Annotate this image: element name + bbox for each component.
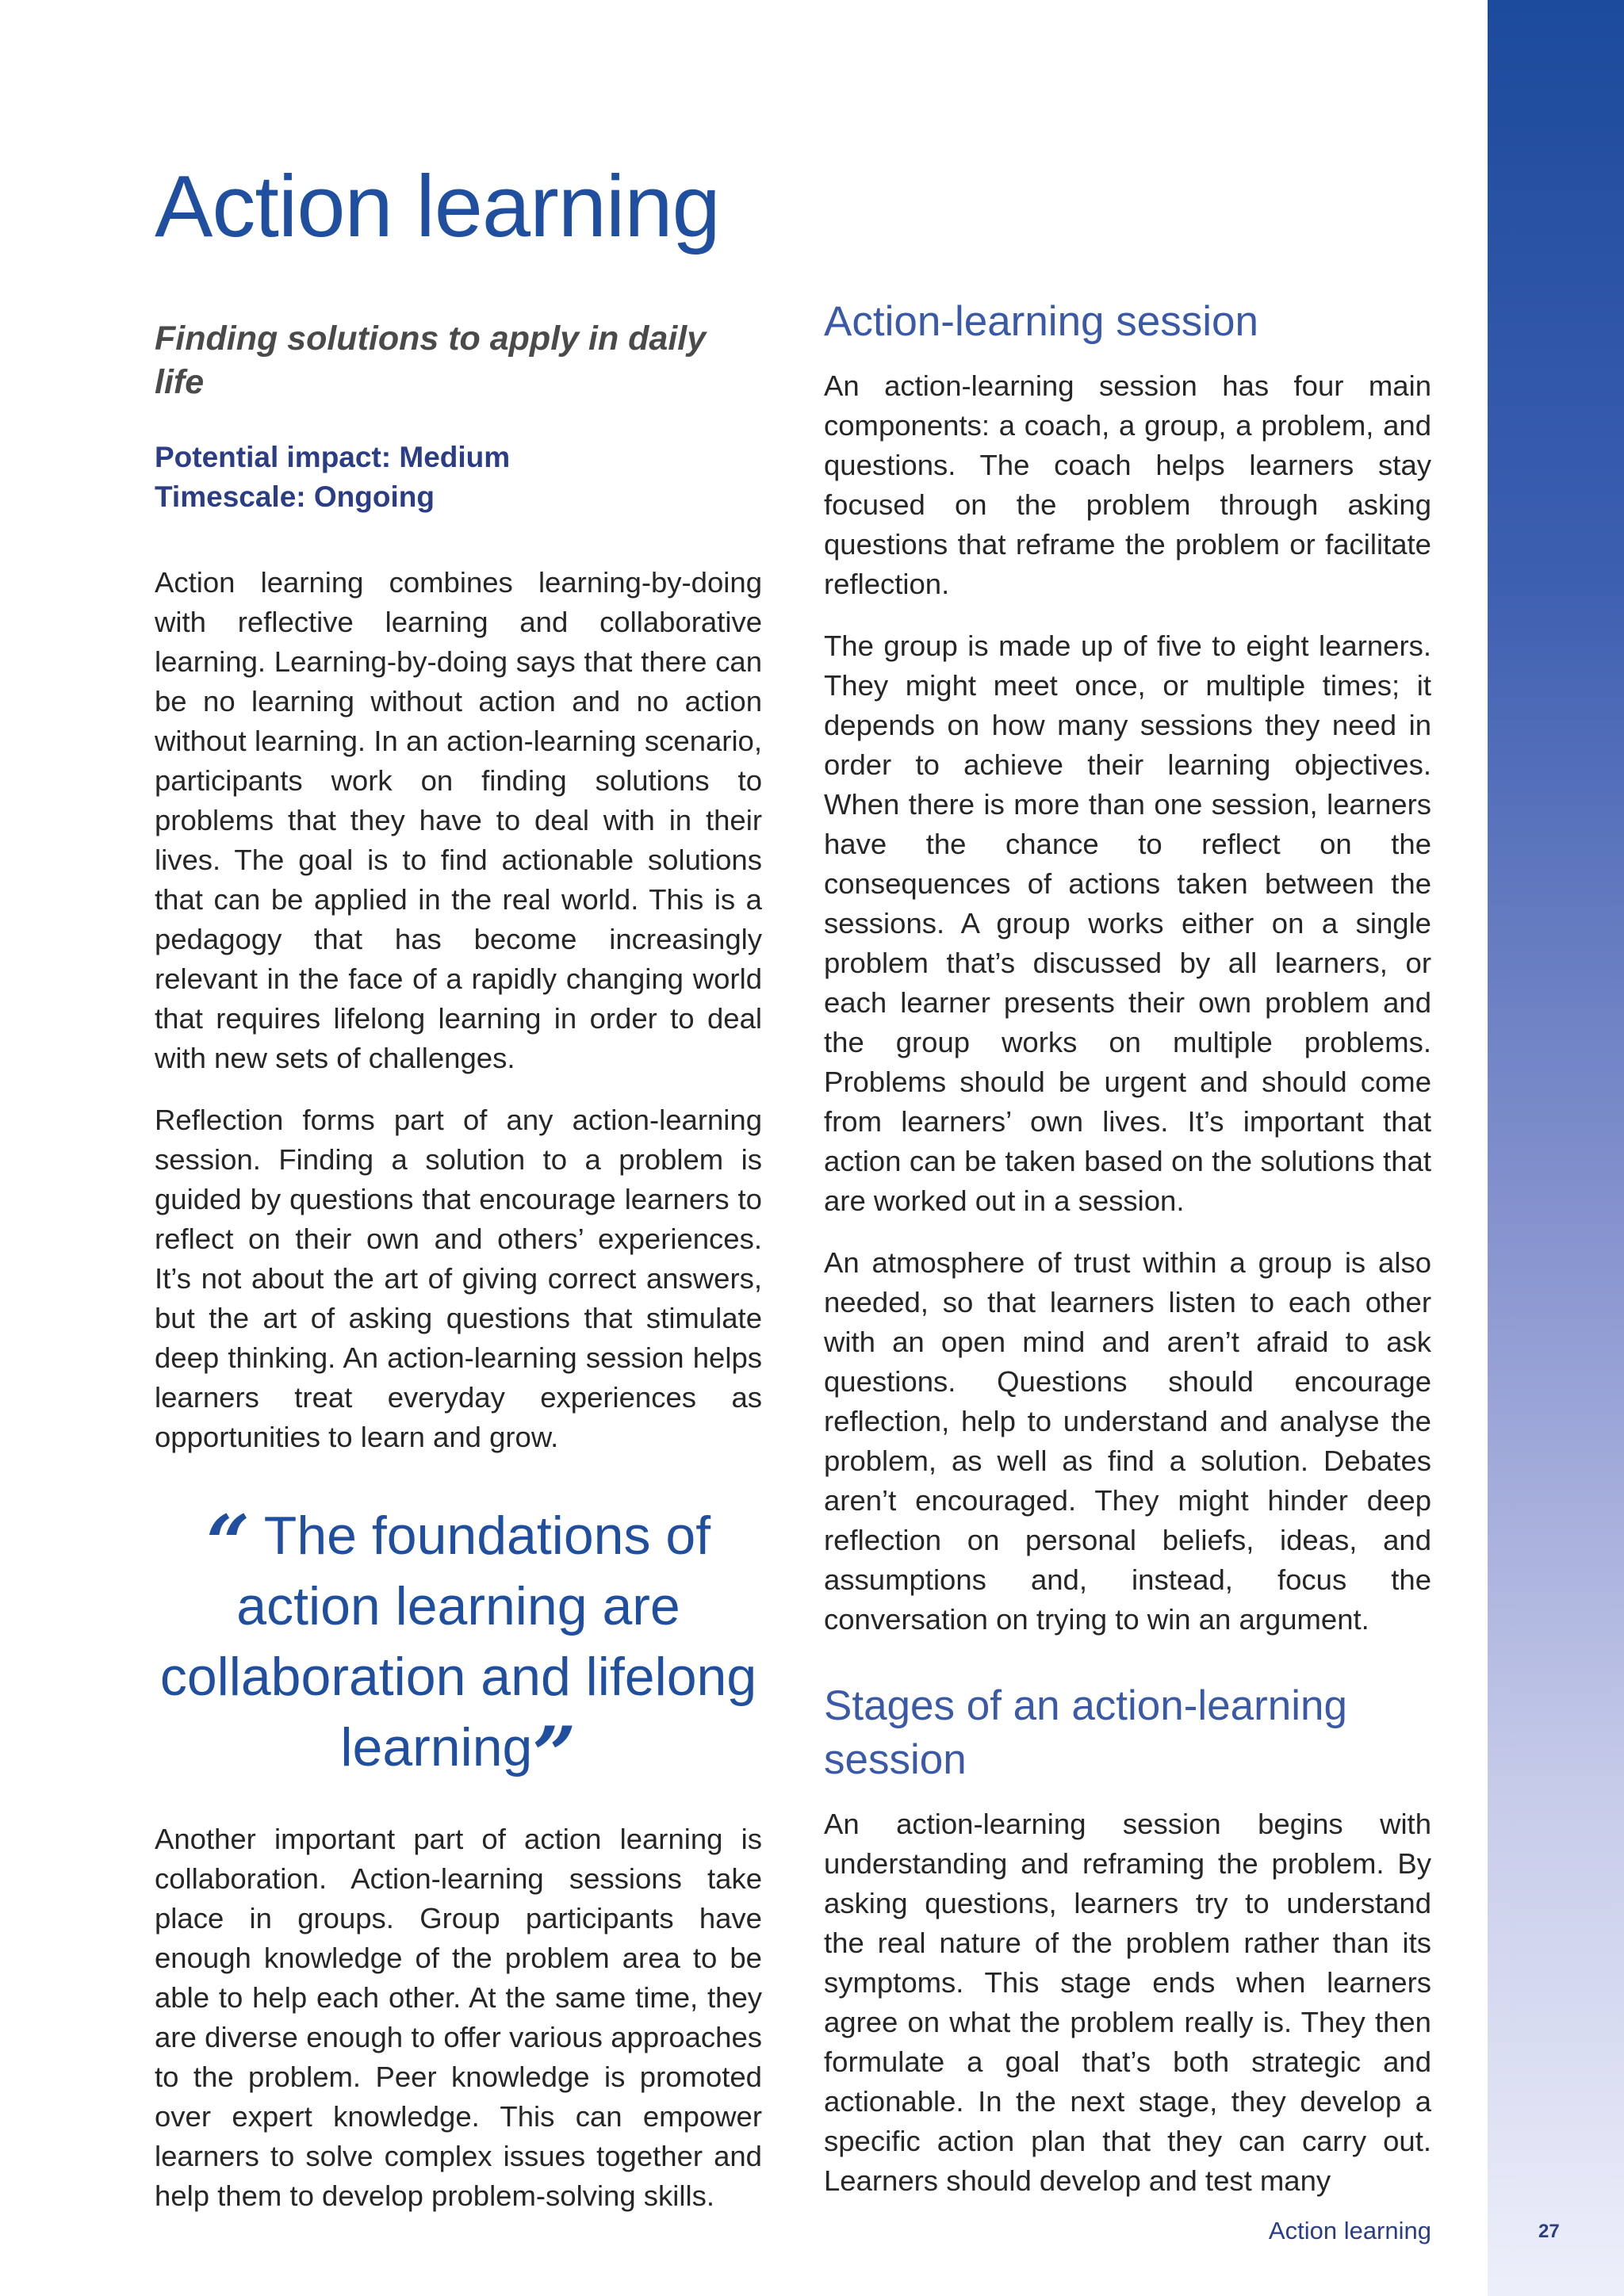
meta-info — [155, 438, 762, 517]
paragraph-reflection: Reflection forms part of any action-learning session. Finding a solution to a problem is guided by questions that encourage learners to reflect on their own and others’ experiences. It’s not about the art of giving correct answers, but the art of asking questions that stimulate deep thinking. An action-learning session helps learners treat everyday experiences as opportunities to learn and grow. — [155, 1104, 762, 1453]
footer-section-label: Action learning — [1268, 2217, 1431, 2244]
impact-label: Potential impact: Medium — [155, 441, 511, 473]
paragraph-intro: Action learning combines learning-by-doing with reflective learning and collaborative learning. Learning-by-doing says that there can be no learning without action and no action without learning. In an action-learning scenario, participants work on finding solutions to problems that they have to deal with in their lives. The goal is to find actionable solutions that can be applied in the real world. This is a pedagogy that has become increasingly relevant in the face of a rapidly changing world that requires lifelong learning in order to deal with new sets of challenges. — [155, 566, 762, 1074]
pull-quote-text: The foundations of action learning are collaboration and lifelong learning — [159, 1506, 757, 1777]
open-quote-icon: “ — [205, 1498, 251, 1588]
side-color-band — [1488, 0, 1624, 2296]
section-heading-session: Action-learning session — [824, 298, 1258, 345]
page-number: 27 — [1538, 2221, 1560, 2242]
paragraph-components: An action-learning session has four main components: a coach, a group, a problem, and questions. The coach helps learners stay focused on the problem through asking questions that reframe the problem or facilitate reflection. — [824, 369, 1431, 600]
left-column — [155, 317, 762, 2238]
paragraph-trust: An atmosphere of trust within a group is also needed, so that learners listen to each other with an open mind and aren’t afraid to ask questions. Questions should encourage reflection, help to understand and analyse the problem, as well as find a solution. Debates aren’t encouraged. They might hinder deep reflection on personal beliefs, ideas, and assumptions and, instead, focus the conversation on trying to win an argument. — [824, 1246, 1431, 1636]
paragraph-stages: An action-learning session begins with understanding and reframing the problem. By asking questions, learners try to understand the real nature of the problem rather than its symptoms. This stage ends when learners agree on what the problem really is. They then formulate a goal that’s both strategic and actionable. In the next stage, they develop a specific action plan that they can carry out. Learners should develop and test many — [824, 1808, 1431, 2197]
section-heading-stages: Stages of an action-learning session — [824, 1682, 1347, 1783]
subtitle: Finding solutions to apply in daily life — [155, 320, 707, 401]
timescale-label: Timescale: Ongoing — [155, 480, 435, 513]
paragraph-collaboration: Another important part of action learning is collaboration. Action-learning sessions take place in groups. Group participants have enough knowledge of the problem area to be able to help each other. At the same time, they are diverse enough to offer various approaches to the problem. Peer knowledge is promoted over expert knowledge. This can empower learners to solve complex issues together and help them to develop problem-solving skills. — [155, 1823, 762, 2212]
right-column — [824, 295, 1431, 2223]
page-title: Action learning — [155, 158, 720, 255]
pull-quote — [155, 1498, 762, 1800]
close-quote-icon: ” — [532, 1710, 576, 1800]
paragraph-group: The group is made up of five to eight learners. They might meet once, or multiple times; it depends on how many sessions they need in order to achieve their learning objectives. When there is more than one session, learners have the chance to reflect on the consequences of actions taken between the sessions. A group works either on a single problem that’s discussed by all learners, or each learner presents their own problem and the group works on multiple problems. Problems should be urgent and should come from learners’ own lives. It’s important that action can be taken based on the solutions that are worked out in a session. — [824, 629, 1431, 1217]
